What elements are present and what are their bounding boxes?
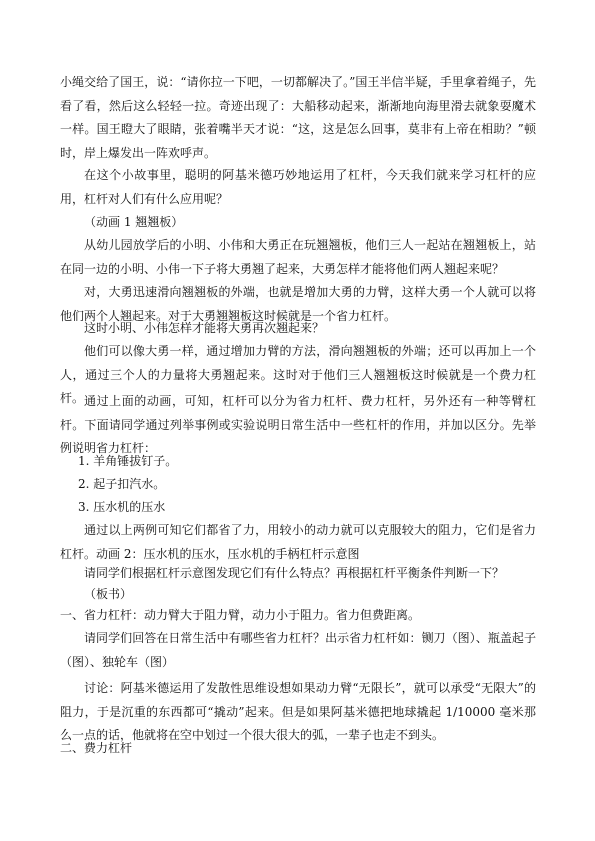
animation-1-label: （动画 1 翘翘板） [84,215,184,229]
list-item: 3. 压水机的压水 [78,500,166,514]
section-heading-labor-lever: 二、费力杠杆 [60,741,133,755]
question-paragraph: 请同学们根据杠杆示意图发现它们有什么特点？再根据杠杆平衡条件判断一下？ [84,566,505,580]
examples-paragraph: 请同学们回答在日常生活中有哪些省力杠杆？出示省力杠杆如：铡刀（图）、瓶盖起子（图）、独轮车（图） [60,631,536,669]
seesaw-question-paragraph: 这时小明、小伟怎样才能将大勇再次翘起来？ [84,321,325,335]
intro-paragraph: 在这个小故事里，聪明的阿基米德巧妙地运用了杠杆，今天我们就来学习杠杆的应用，杠杆对人们有什么应用呢？ [60,168,536,206]
conclusion-paragraph: 通过以上两例可知它们都省了力，用较小的动力就可以克服较大的阻力，它们是省力杠杆。动画 2：压水机的压水，压水机的手柄杠杆示意图 [60,523,536,561]
list-item: 2. 起子扣汽水。 [78,477,166,491]
story-paragraph: 小绳交给了国王，说：“请你拉一下吧，一切都解决了。”国王半信半疑，手里拿着绳子，先看了看，然后这么轻轻一拉。奇迹出现了：大船移动起来，渐渐地向海里滑去就象耍魔术一样。国王瞪大了眼睛，张着嘴半天才说：“这，这是怎么回事，莫非有上帝在相助？”顿时，岸上爆发出一阵欢呼声。 [60,75,536,160]
lever-classification-paragraph: 通过上面的动画，可知，杠杆可以分为省力杠杆、费力杠杆，另外还有一种等臂杠杆。下面请同学通过列举事例或实验说明日常生活中一些杠杆的作用，并加以区分。先举例说明省力杠杆： [60,394,536,455]
list-item: 1. 羊角锤拔钉子。 [78,454,178,468]
discussion-paragraph: 讨论：阿基米德运用了发散性思维设想如果动力臂“无限长”，就可以承受“无限大”的阻力，于是沉重的东西都可“撬动”起来。但是如果阿基米德把地球撬起 1/10000 毫米那么一点的话，他就将在空中划过一个很大很大的弧，一辈子也走不到头。 [60,681,536,742]
section-heading-mechanical-advantage: 一、省力杠杆：动力臂大于阻力臂，动力小于阻力。省力但费距离。 [60,608,421,622]
seesaw-answer-paragraph: 对，大勇迅速滑向翘翘板的外端，也就是增加大勇的力臂，这样大勇一个人就可以将他们两个人翘起来。对于大勇翘翘板这时候就是一个省力杠杆。 [60,285,536,323]
seesaw-labor-paragraph: 他们可以像大勇一样，通过增加力臂的方法，滑向翘翘板的外端；还可以再加上一个人，通过三个人的力量将大勇翘起来。这时对于他们三人翘翘板这时候就是一个费力杠杆。 [60,344,536,405]
seesaw-paragraph: 从幼儿园放学后的小明、小伟和大勇正在玩翘翘板，他们三人一起站在翘翘板上，站在同一边的小明、小伟一下子将大勇翘了起来，大勇怎样才能将他们两人翘起来呢？ [60,238,536,276]
board-note-label: （板书） [84,587,133,601]
